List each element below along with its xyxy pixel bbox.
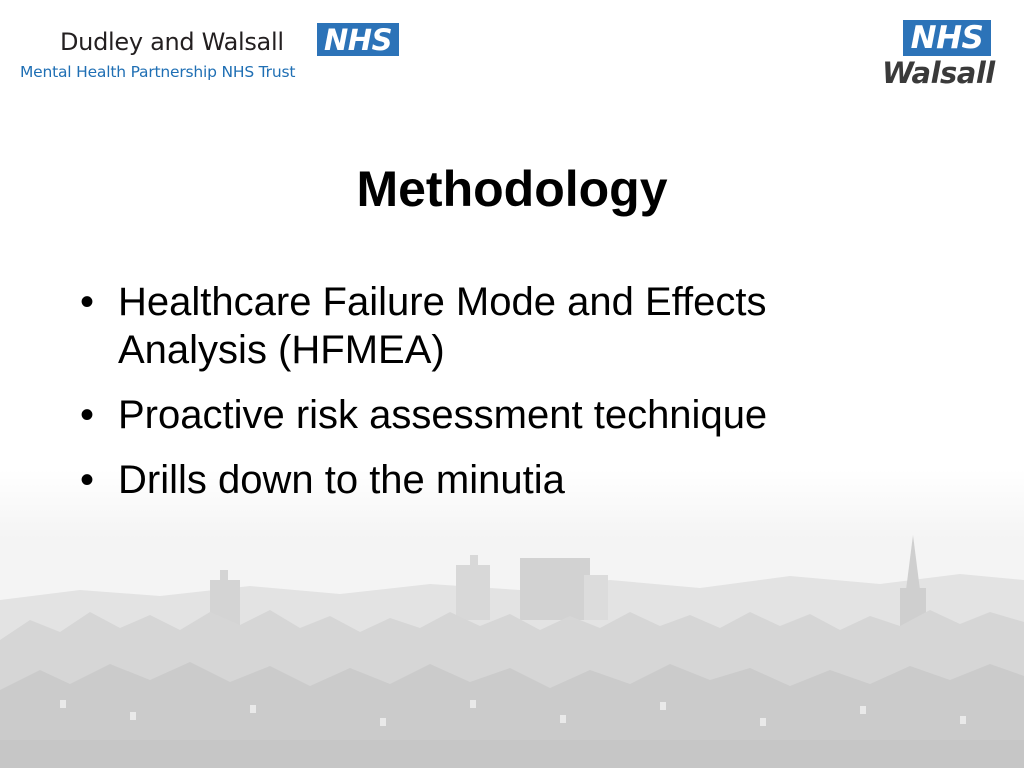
bullet-dot-icon: •: [80, 393, 95, 437]
walsall-logo: [882, 18, 996, 94]
bullet-item: [80, 456, 900, 504]
bullet-dot-icon: •: [80, 280, 95, 324]
trust-name: Dudley and Walsall: [60, 28, 284, 56]
bullet-dot-icon: •: [80, 458, 95, 502]
bullet-text: Drills down to the minutia: [118, 458, 565, 502]
nhs-badge-left: NHS: [317, 23, 399, 56]
trust-logo: [20, 20, 420, 84]
bullet-item: [80, 391, 900, 439]
bullet-list: [80, 278, 900, 521]
bullet-text: Healthcare Failure Mode and Effects Analysis (HFMEA): [118, 280, 767, 372]
walsall-label: Walsall: [882, 56, 995, 90]
trust-subtitle: Mental Health Partnership NHS Trust: [20, 63, 296, 81]
slide-title: Methodology: [356, 161, 668, 217]
bullet-item: [80, 278, 900, 374]
nhs-badge-right: NHS: [903, 20, 991, 56]
bullet-text: Proactive risk assessment technique: [118, 393, 768, 437]
